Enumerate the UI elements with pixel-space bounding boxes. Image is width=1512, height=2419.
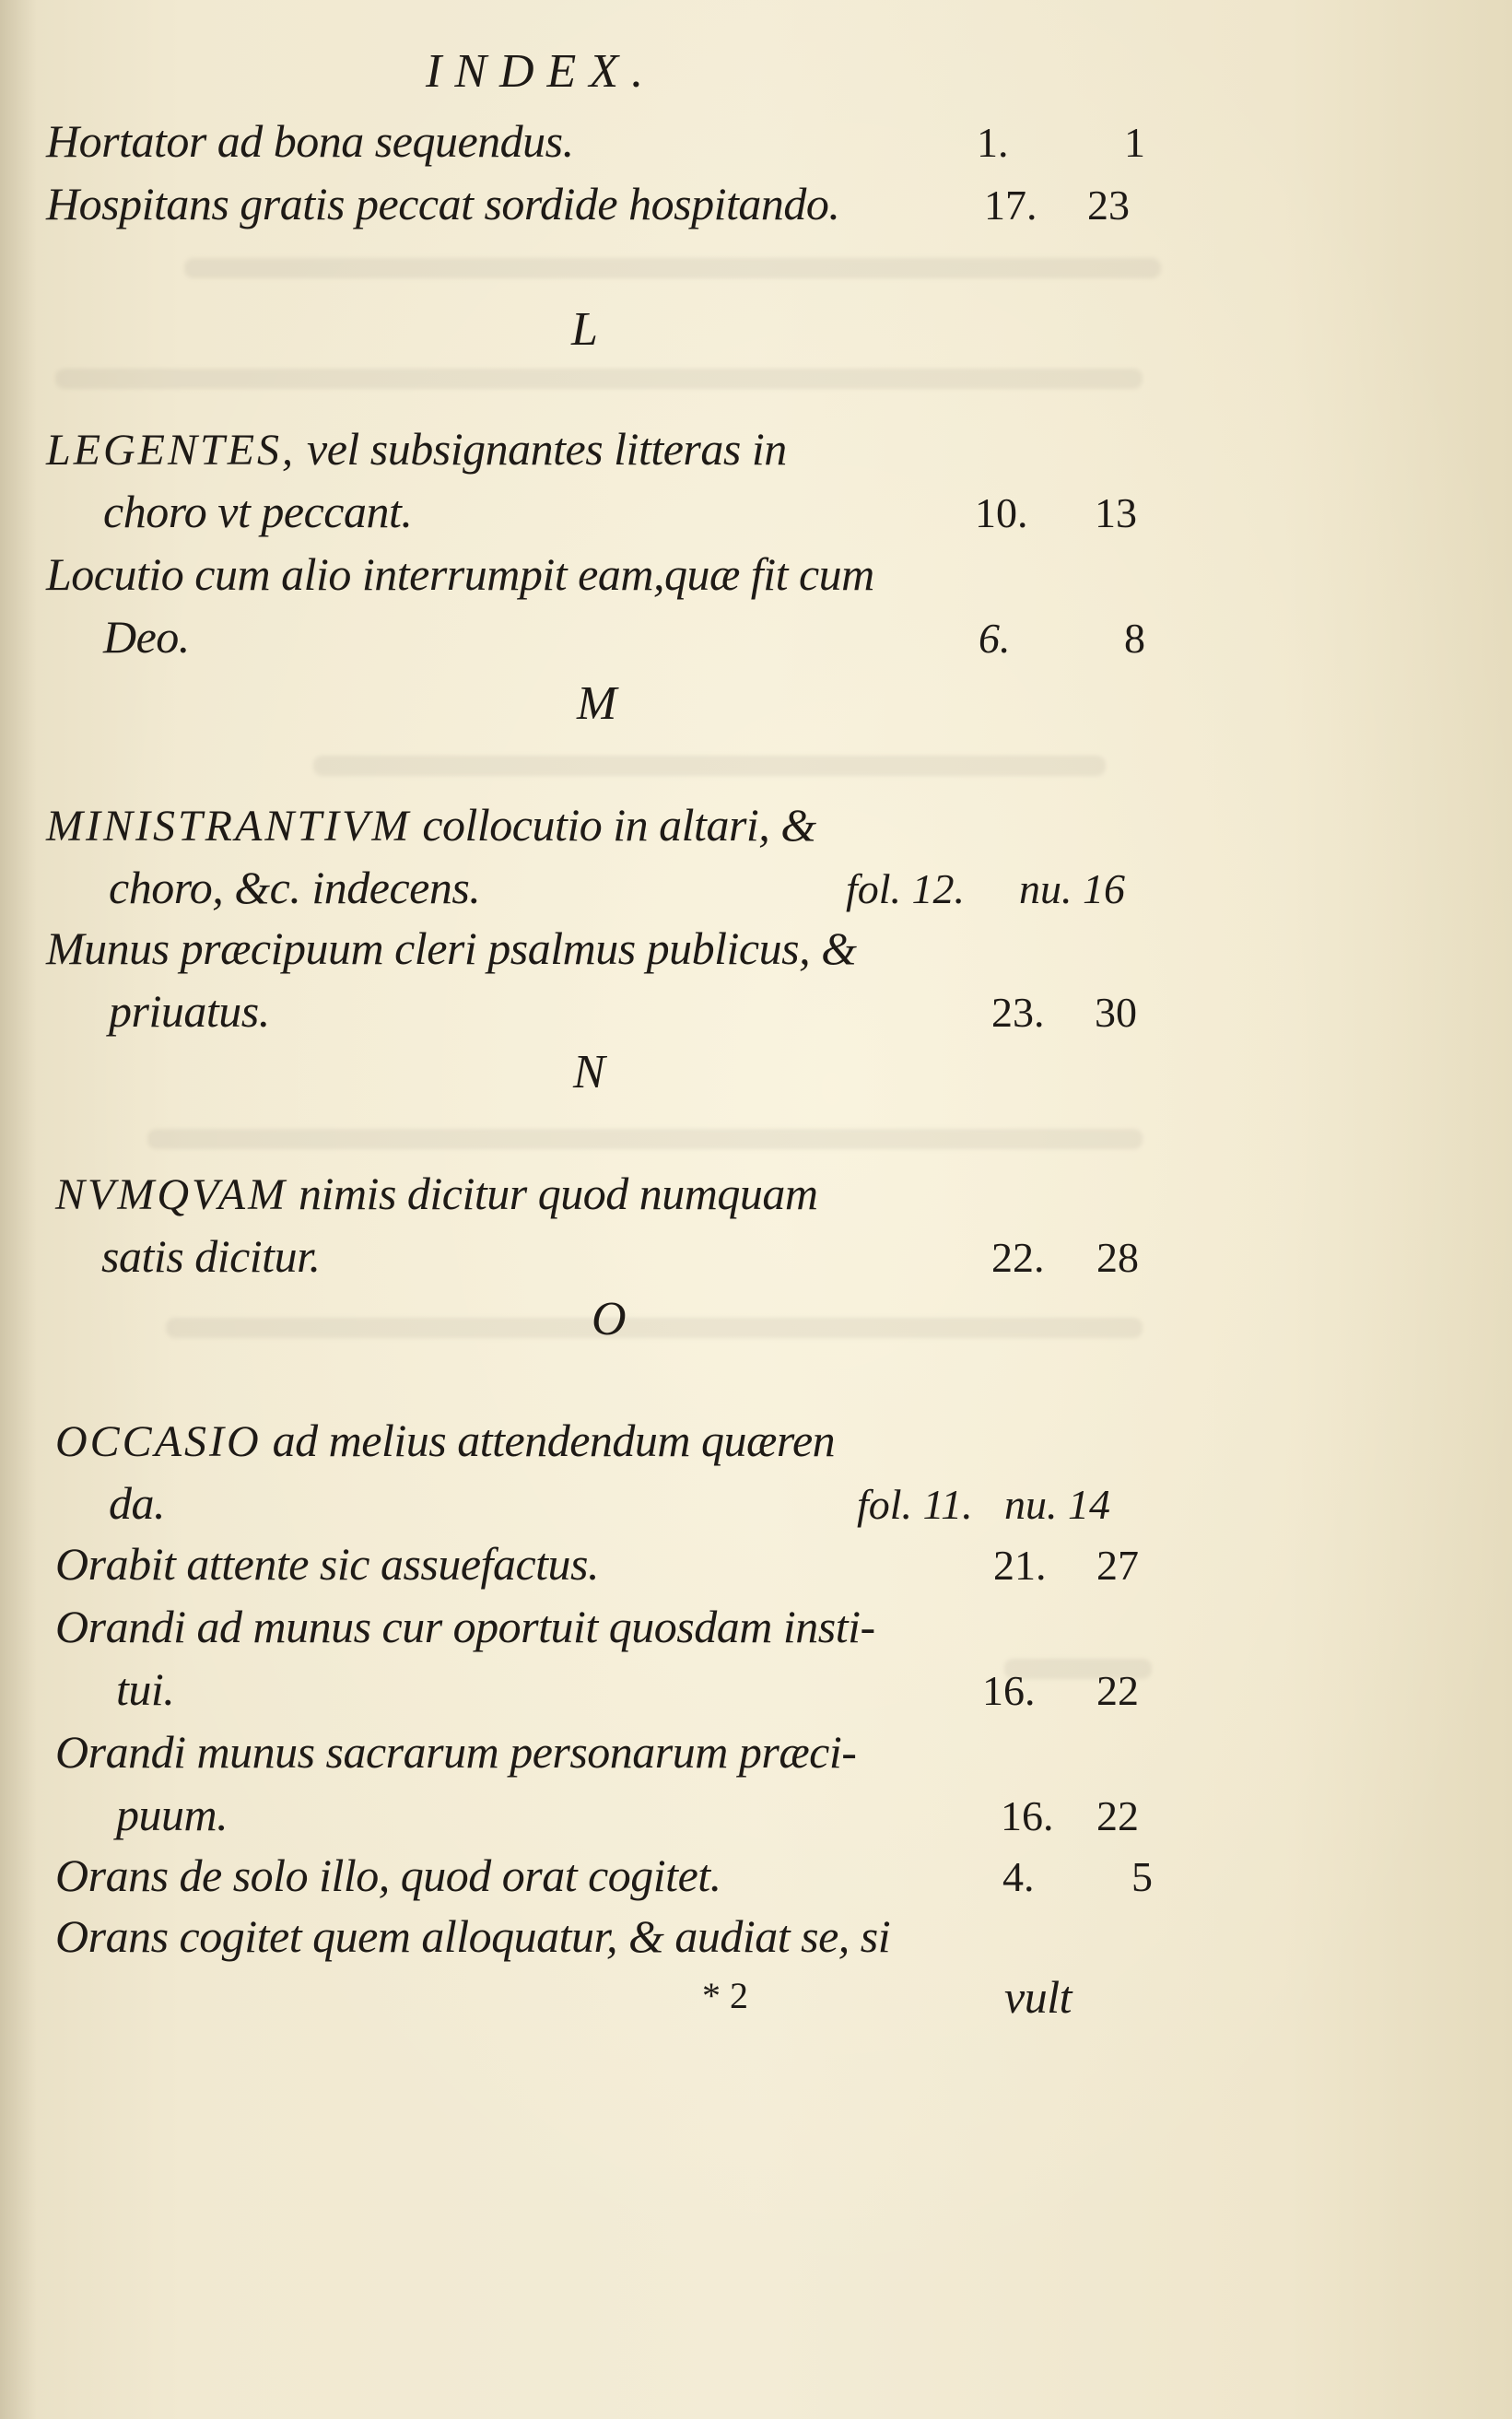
folio-number: 1. (977, 119, 1009, 166)
bleed-through-line (55, 369, 1143, 389)
index-entry: Hortator ad bona sequendus. (46, 115, 574, 167)
index-entry (46, 423, 787, 475)
index-entry: Hospitans gratis peccat sordide hospitando. (46, 178, 840, 229)
folio-number: 16. (1001, 1792, 1054, 1839)
index-entry: Orabit attente sic assuefactus. (55, 1538, 599, 1590)
folio-number: 22. (991, 1234, 1045, 1281)
index-entry-continuation: tui. (116, 1663, 175, 1715)
catchword: vult (1004, 1971, 1072, 2023)
bleed-through-line (147, 1129, 1143, 1149)
running-head: INDEX. (426, 45, 657, 98)
index-entry: Orans cogitet quem alloquatur, & audiat se, si (55, 1910, 891, 1962)
folio-number: 16. (982, 1667, 1036, 1714)
entry-text: ad melius attendendum quæren (272, 1415, 836, 1466)
index-entry (46, 799, 816, 851)
index-entry-continuation: Deo. (103, 611, 190, 663)
paragraph-number: 27 (1096, 1542, 1139, 1589)
entry-headword: LEGENTES, (46, 426, 297, 475)
index-entry-continuation: priuatus. (109, 985, 270, 1037)
index-entry-continuation: da. (109, 1477, 165, 1529)
index-entry: Munus præcipuum cleri psalmus publicus, & (46, 922, 857, 974)
paragraph-number: 22 (1096, 1792, 1139, 1839)
folio-number: 4. (1002, 1853, 1035, 1900)
index-entry (55, 1170, 817, 1217)
section-letter-l: L (571, 303, 598, 356)
bleed-through-line (166, 1318, 1143, 1338)
paragraph-number: nu. 14 (1004, 1481, 1110, 1528)
entry-headword: MINISTRANTIVM (46, 802, 412, 851)
entry-text: nimis dicitur quod numquam (299, 1168, 818, 1219)
paragraph-number: 22 (1096, 1667, 1139, 1714)
folio-number: fol. 12. (846, 865, 966, 912)
folio-number: 10. (975, 489, 1028, 536)
entry-headword: NVMQVAM (55, 1170, 288, 1219)
index-entry-continuation: satis dicitur. (101, 1230, 321, 1282)
index-entry: Orans de solo illo, quod orat cogitet. (55, 1849, 721, 1901)
entry-text: vel subsignantes litteras in (307, 423, 787, 475)
paragraph-number: 30 (1095, 989, 1137, 1036)
folio-number: 23. (991, 989, 1045, 1036)
paragraph-number: 5 (1131, 1853, 1153, 1900)
index-entry-continuation: choro, &c. indecens. (109, 862, 481, 913)
paragraph-number: nu. 16 (1019, 865, 1125, 912)
entry-headword: OCCASIO (55, 1417, 262, 1466)
paragraph-number: 8 (1124, 615, 1145, 662)
index-entry-continuation: choro vt peccant. (103, 486, 413, 537)
bleed-through-line (184, 258, 1161, 278)
section-letter-o: O (592, 1293, 627, 1345)
bleed-through-line (313, 756, 1106, 776)
folio-number: 6. (979, 615, 1011, 662)
index-entry: Orandi ad munus cur oportuit quosdam insti- (55, 1601, 875, 1652)
index-entry: Locutio cum alio interrumpit eam,quæ fit cum (46, 548, 874, 600)
paragraph-number: 23 (1087, 182, 1130, 229)
folio-number: 21. (993, 1542, 1047, 1589)
folio-number: 17. (984, 182, 1037, 229)
paragraph-number: 1 (1124, 119, 1145, 166)
paragraph-number: 28 (1096, 1234, 1139, 1281)
index-entry-continuation: puum. (116, 1789, 229, 1840)
paragraph-number: 13 (1095, 489, 1137, 536)
section-letter-n: N (573, 1046, 605, 1098)
index-entry (55, 1417, 835, 1464)
entry-text: collocutio in altari, & (422, 799, 816, 851)
gutter-shadow (0, 0, 37, 2419)
signature-mark: * 2 (702, 1975, 748, 2016)
index-entry: Orandi munus sacrarum personarum præci- (55, 1726, 857, 1778)
section-letter-m: M (577, 677, 617, 730)
folio-number: fol. 11. (857, 1481, 973, 1528)
